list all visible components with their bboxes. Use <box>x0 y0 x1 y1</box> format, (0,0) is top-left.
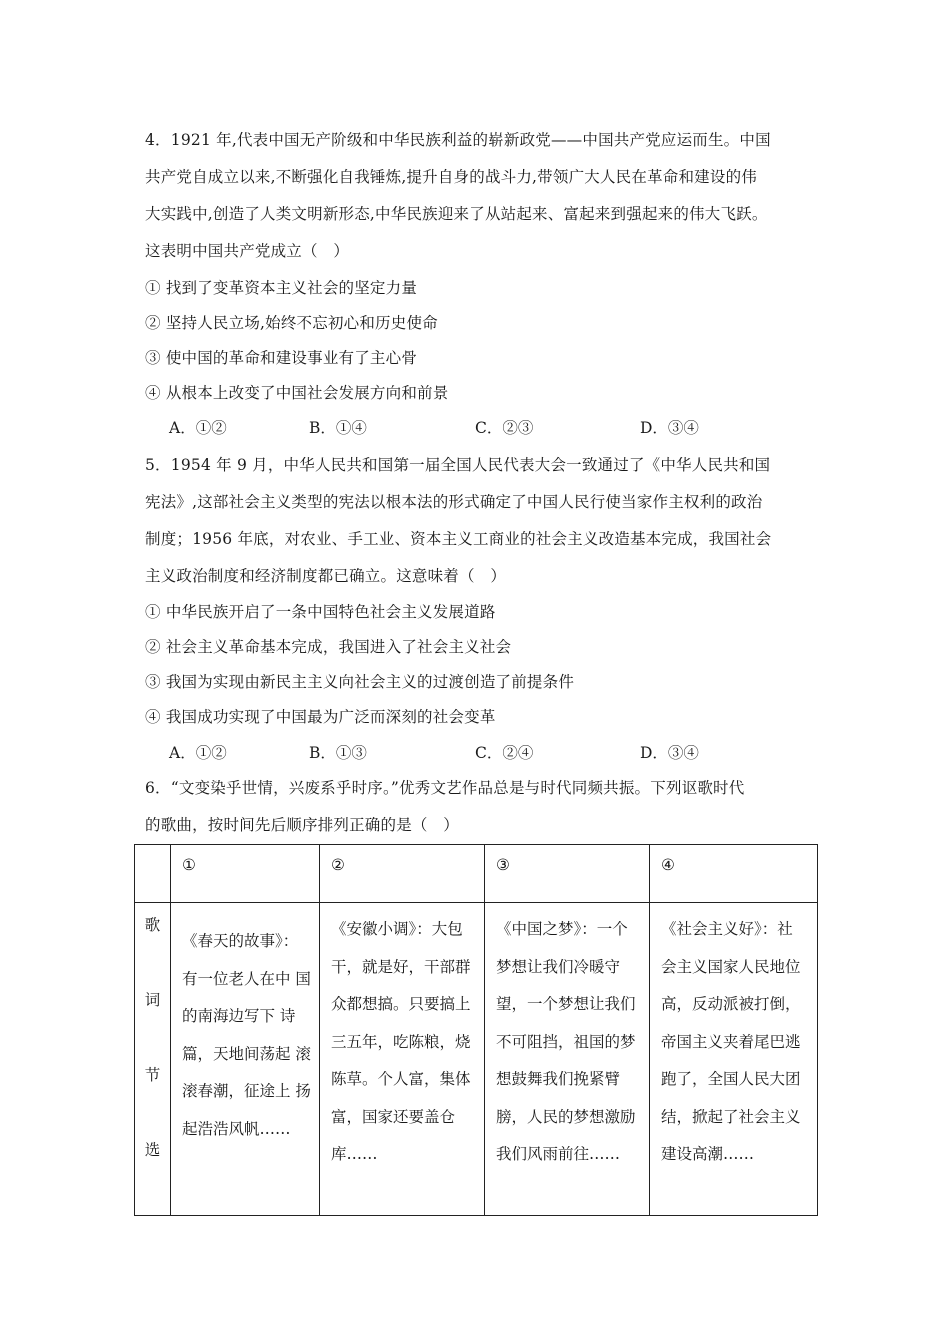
q5-statement-3: ③ 我国为实现由新民主主义向社会主义的过渡创造了前提条件 <box>145 673 575 691</box>
q5-stem-line-4: 主义政治制度和经济制度都已确立。这意味着（ ） <box>145 567 507 585</box>
q4-stem-line-4: 这表明中国共产党成立（ ） <box>145 242 350 260</box>
header-cell-3: ③ <box>485 845 650 903</box>
side-label-char-4: 选 <box>144 1141 161 1159</box>
header-cell-empty <box>135 845 171 903</box>
side-label-char-3: 节 <box>144 1066 161 1084</box>
q6-stem-line-1: 6．“文变染乎世情，兴废系乎时序。”优秀文艺作品总是与时代同频共振。下列讴歌时代 <box>145 779 745 797</box>
q4-option-b[interactable]: B．①④ <box>309 419 367 437</box>
lyric-text-3: 《中国之梦》：一个 梦想让我们冷暖守 望，一个梦想让我们 不可阻挡，祖国的梦 想鼓舞我们挽紧臂 膀，人民的梦想激励 我们风雨前往…… <box>496 920 636 1163</box>
lyric-text-4: 《社会主义好》：社 会主义国家人民地位 高，反动派被打倒， 帝国主义夹着尾巴逃 跑了，全国人民大团 结，掀起了社会主义 建设高潮…… <box>661 920 801 1163</box>
q5-option-c[interactable]: C．②④ <box>475 744 534 762</box>
lyric-cell-3 <box>485 903 650 1216</box>
q4-stem-line-1: 4．1921 年,代表中国无产阶级和中华民族利益的崭新政党——中国共产党应运而生。中国 <box>145 131 771 149</box>
q5-option-d[interactable]: D．③④ <box>640 744 699 762</box>
q4-option-a[interactable]: A．①② <box>169 419 227 437</box>
q5-statement-1: ① 中华民族开启了一条中国特色社会主义发展道路 <box>145 603 496 621</box>
q5-option-a[interactable]: A．①② <box>169 744 227 762</box>
lyric-cell-1 <box>171 903 320 1216</box>
q4-stem-line-2: 共产党自成立以来,不断强化自我锤炼,提升自身的战斗力,带领广大人民在革命和建设的伟 <box>145 168 757 186</box>
q4-option-c[interactable]: C．②③ <box>475 419 534 437</box>
q6-stem-line-2: 的歌曲，按时间先后顺序排列正确的是（ ） <box>145 816 460 834</box>
side-label-cell <box>135 903 171 1216</box>
q5-stem-line-2: 宪法》,这部社会主义类型的宪法以根本法的形式确定了中国人民行使当家作主权利的政治 <box>145 493 763 511</box>
lyrics-table-body-row <box>135 903 818 1216</box>
header-cell-4: ④ <box>650 845 818 903</box>
lyric-cell-4 <box>650 903 818 1216</box>
q5-stem-line-1: 5．1954 年 9 月，中华人民共和国第一届全国人民代表大会一致通过了《中华人民共和国 <box>145 456 771 474</box>
q4-option-d[interactable]: D．③④ <box>640 419 699 437</box>
header-cell-1: ① <box>171 845 320 903</box>
q4-stem-line-3: 大实践中,创造了人类文明新形态,中华民族迎来了从站起来、富起来到强起来的伟大飞跃。 <box>145 205 768 223</box>
side-label-char-1: 歌 <box>144 916 161 934</box>
q4-statement-1: ① 找到了变革资本主义社会的坚定力量 <box>145 279 418 297</box>
q4-statement-3: ③ 使中国的革命和建设事业有了主心骨 <box>145 349 418 367</box>
lyric-text-2: 《安徽小调》：大包 干，就是好，干部群 众都想搞。只要搞上 三五年，吃陈粮，烧 陈草。个人富，集体 富，国家还要盖仓库…… <box>331 920 471 1163</box>
lyrics-table-header-row <box>135 845 818 903</box>
q5-stem-line-3: 制度；1956 年底，对农业、手工业、资本主义工商业的社会主义改造基本完成，我国社会 <box>145 530 772 548</box>
q5-option-b[interactable]: B．①③ <box>309 744 367 762</box>
side-label-char-2: 词 <box>144 991 161 1009</box>
q4-statement-2: ② 坚持人民立场,始终不忘初心和历史使命 <box>145 314 438 332</box>
header-cell-2: ② <box>320 845 485 903</box>
lyric-text-1: 《春天的故事》： 有一位老人在中 国的南海边写下 诗篇，天地间荡起 滚滚春潮，征途上 扬起浩浩风帆…… <box>182 932 311 1138</box>
q5-statement-2: ② 社会主义革命基本完成，我国进入了社会主义社会 <box>145 638 512 656</box>
lyric-cell-2 <box>320 903 485 1216</box>
q5-statement-4: ④ 我国成功实现了中国最为广泛而深刻的社会变革 <box>145 708 496 726</box>
lyrics-table <box>134 844 818 1216</box>
q4-statement-4: ④ 从根本上改变了中国社会发展方向和前景 <box>145 384 449 402</box>
